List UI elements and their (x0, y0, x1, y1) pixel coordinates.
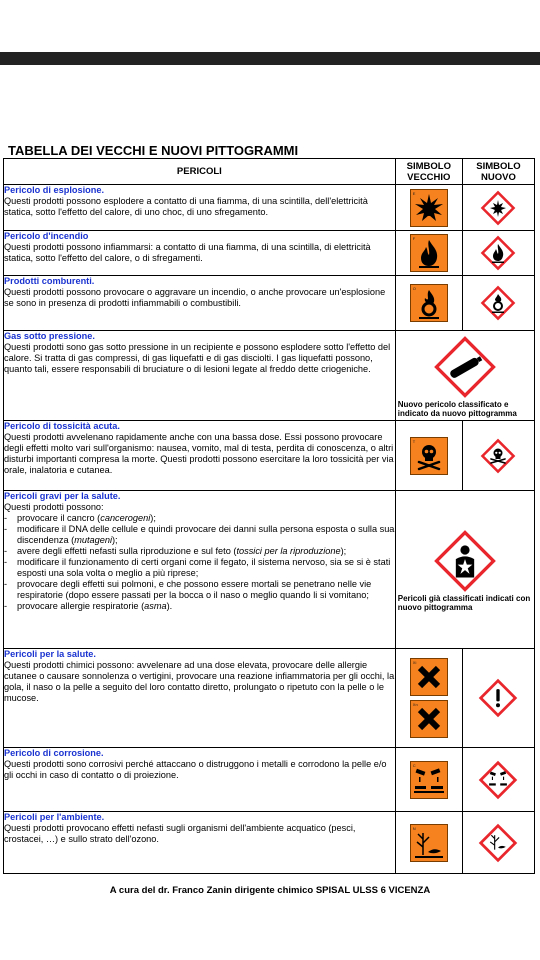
footer-credit: A cura del dr. Franco Zanin dirigente chimico SPISAL ULSS 6 VICENZA (109, 885, 431, 896)
hazard-text: Questi prodotti chimici possono: avvelenare ad una dose elevata, provocare delle allergie cutanee o causare sonnolenza o vertigini, provocare una reazione infiammatoria per gli occhi, la gola, il naso o la pelle a seguito del loro contatto diretto, prolungato o ripetuto con la pelle o le mucose. (4, 660, 395, 703)
hazard-title: Pericolo d'incendio (4, 231, 89, 241)
hazard-cell (4, 812, 396, 874)
hazard-cell (4, 185, 396, 231)
ghs-exclamation-icon (478, 678, 518, 718)
table-row (4, 185, 535, 231)
old-symbol-cell (395, 185, 462, 231)
new-symbol-cell (462, 421, 534, 491)
hazard-list (4, 513, 395, 612)
list-item: - avere degli effetti nefasti sulla riproduzione e sul feto (tossici per la riproduzione); (4, 546, 395, 557)
hazard-cell (4, 421, 396, 491)
hazard-title: Pericoli per la salute. (4, 649, 96, 659)
document-title: TABELLA DEI VECCHI E NUOVI PITTOGRAMMI (8, 143, 299, 158)
new-symbol-cell (462, 649, 534, 748)
hazard-cell (4, 649, 396, 748)
new-symbol-cell (462, 276, 534, 331)
hazard-text: Questi prodotti provocano effetti nefasti sugli organismi dell'ambiente acquatico (pesci, crostacei, …) e sullo strato dell'ozono. (4, 823, 356, 844)
old-symbol-cell (395, 812, 462, 874)
hazard-cell (4, 491, 396, 649)
table-row (4, 748, 535, 812)
hazard-cell (4, 331, 396, 421)
hazard-cell (4, 231, 396, 276)
note-text: Nuovo pericolo classificato e indicato da nuovo pittogramma (397, 399, 517, 418)
old-symbol-cell (395, 748, 462, 812)
ghs-skull-icon (480, 438, 516, 474)
hazard-title: Pericoli gravi per la salute. (4, 491, 121, 501)
hazard-intro: Questi prodotti possono: (4, 502, 104, 512)
list-item: - provocare il cancro (cancerogeni); (4, 513, 395, 524)
ghs-environment-icon (478, 823, 518, 863)
hazard-title: Prodotti comburenti. (4, 276, 95, 286)
old-symbol-cell (395, 231, 462, 276)
hazard-text: Questi prodotti sono corrosivi perché attaccano o distruggono i metalli e corrodono la pelle e/o gli occhi in caso di contatto o di proiezione. (4, 759, 387, 780)
hazard-cell (4, 276, 396, 331)
environment-icon: N (410, 824, 448, 862)
header-simbolo-nuovo: SIMBOLO NUOVO (462, 159, 534, 185)
new-symbol-cell (462, 748, 534, 812)
list-item: - modificare il DNA delle cellule e quindi provocare dei danni sulla persona esposta o sulla sua discendenza (mutageni); (4, 524, 395, 546)
corrosive-icon: C (410, 761, 448, 799)
hazard-title: Pericoli per l'ambiente. (4, 812, 105, 822)
old-symbol-cell (395, 649, 462, 748)
explosive-icon: E (410, 189, 448, 227)
table-row (4, 331, 535, 421)
hazard-title: Gas sotto pressione. (4, 331, 95, 341)
toxic-icon: T (410, 437, 448, 475)
list-item: - provocare degli effetti sui polmoni, e che possono essere mortali se penetrano nelle vie respiratorie (dopo essere passati per la bocca o il naso o meglio quando li si vomitano; (4, 579, 395, 601)
new-symbol-cell (462, 812, 534, 874)
list-item: - provocare allergie respiratorie (asma). (4, 601, 395, 612)
table-header-row (4, 159, 535, 185)
hazard-title: Pericolo di corrosione. (4, 748, 104, 758)
header-pericoli: PERICOLI (4, 159, 396, 185)
harmful-irritant-icon: Xi (410, 658, 448, 696)
flammable-icon: F (410, 234, 448, 272)
hazard-title: Pericolo di esplosione. (4, 185, 105, 195)
ghs-flame-over-circle-icon (480, 285, 516, 321)
ghs-health-hazard-icon (432, 528, 498, 594)
new-symbol-cell (395, 331, 534, 421)
top-bar (0, 52, 540, 65)
new-symbol-cell (462, 185, 534, 231)
hazard-text: Questi prodotti possono esplodere a contatto di una fiamma, di una scintilla, dell'elettricità statica, sotto l'effetto del calore, di uno choc, di uno sfregamento. (4, 196, 368, 217)
pictogram-table (3, 158, 535, 874)
table-row (4, 231, 535, 276)
header-simbolo-vecchio: SIMBOLO VECCHIO (395, 159, 462, 185)
hazard-text: Questi prodotti possono provocare o aggravare un incendio, o anche provocare un'esplosione se sono in presenza di prodotti infiammabili o combustibili. (4, 287, 386, 308)
ghs-corrosion-icon (478, 760, 518, 800)
ghs-exploding-bomb-icon (480, 190, 516, 226)
table-row (4, 421, 535, 491)
new-symbol-cell (395, 491, 534, 649)
table-row (4, 812, 535, 874)
table-row (4, 649, 535, 748)
ghs-flame-icon (480, 235, 516, 271)
old-symbol-cell (395, 276, 462, 331)
list-item: - modificare il funzionamento di certi organi come il fegato, il sistema nervoso, sia se si è stati esposti una sola volta o meglio a più riprese; (4, 557, 395, 579)
hazard-text: Questi prodotti avvelenano rapidamente anche con una bassa dose. Essi possono provocare degli effetti molto vari sull'organismo: nausea, vomito, mal di testa, perdita di conoscenza, o altri disturbi importanti compresa la morte. Questi prodotti possono esercitare la loro tossicità per via orale, inalatoria e cutanea. (4, 432, 394, 475)
oxidizing-icon: O (410, 284, 448, 322)
hazard-text: Questi prodotti possono infiammarsi: a contatto di una fiamma, di una scintilla, di elettricità statica, sotto l'effetto del calore, o di sfregamenti. (4, 242, 371, 263)
ghs-gas-cylinder-icon (432, 334, 498, 400)
harmful-irritant-icon: Xn (410, 700, 448, 738)
hazard-title: Pericolo di tossicità acuta. (4, 421, 120, 431)
hazard-text: Questi prodotti sono gas sotto pressione in un recipiente e possono esplodere sotto l'effetto del calore. Si tratta di gas compressi, di gas liquefatti e di gas disciolti. I gas liquefatti possono, quanto tali, essere responsabili di bruciature o di lesioni legate al freddo dette criogeniche. (4, 342, 391, 374)
note-text: Pericoli già classificati indicati con nuovo pittogramma (397, 593, 531, 612)
old-symbol-cell (395, 421, 462, 491)
hazard-cell (4, 748, 396, 812)
table-row (4, 276, 535, 331)
new-symbol-cell (462, 231, 534, 276)
table-row (4, 491, 535, 649)
